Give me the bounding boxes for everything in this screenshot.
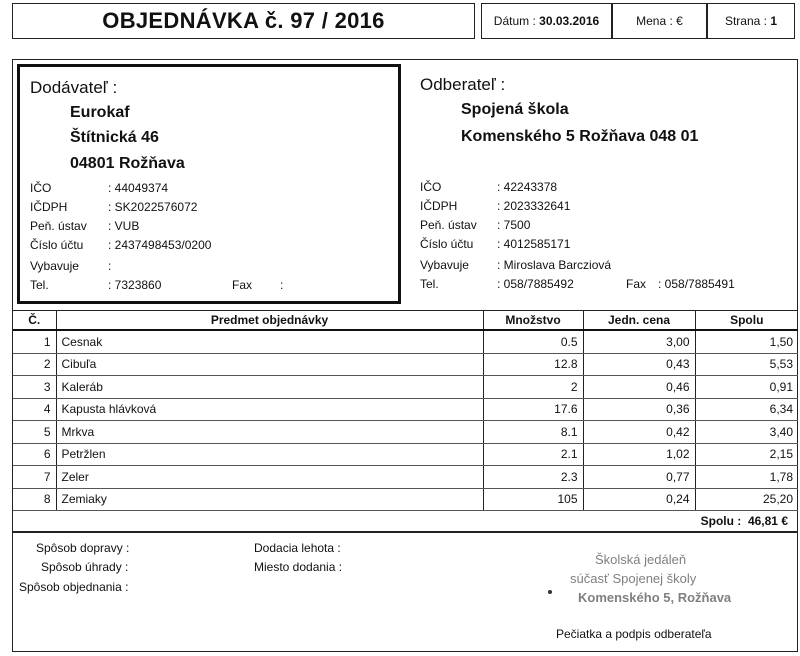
- customer-contact-value: : Miroslava Barcziová: [497, 258, 612, 272]
- row-total: 1,50: [695, 330, 798, 353]
- col-no: Č.: [13, 311, 56, 330]
- title-box: [12, 3, 475, 39]
- row-no: 1: [13, 330, 56, 353]
- customer-icdph-label: IČDPH: [420, 199, 458, 213]
- page-cell: [707, 3, 795, 39]
- col-qty: Množstvo: [483, 311, 583, 330]
- row-item: Kapusta hlávková: [56, 398, 483, 421]
- payment-label: Spôsob úhrady :: [41, 560, 129, 574]
- customer-bank-value: : 7500: [497, 218, 531, 232]
- items-table: [13, 311, 798, 511]
- stamp-line-3: Komenského 5, Rožňava: [578, 590, 732, 605]
- supplier-heading: Dodávateľ :: [30, 78, 118, 97]
- row-no: 5: [13, 421, 56, 444]
- table-row: [13, 488, 798, 511]
- supplier-icdph-label: IČDPH: [30, 200, 68, 214]
- stamp-line-2: súčasť Spojenej školy: [570, 571, 697, 586]
- row-no: 2: [13, 353, 56, 376]
- row-qty: 2: [483, 376, 583, 399]
- customer-account-label: Číslo účtu: [420, 237, 474, 251]
- order-method-label: Spôsob objednania :: [19, 580, 129, 594]
- table-row: [13, 466, 798, 489]
- row-item: Kaleráb: [56, 376, 483, 399]
- table-header-row: [13, 311, 798, 330]
- supplier-street: Štítnická 46: [70, 129, 159, 146]
- row-price: 3,00: [583, 330, 695, 353]
- date-label: Dátum :: [493, 14, 536, 28]
- row-total: 1,78: [695, 466, 798, 489]
- row-no: 4: [13, 398, 56, 421]
- row-item: Cesnak: [56, 330, 483, 353]
- customer-fax-label: Fax: [626, 277, 647, 291]
- row-qty: 17.6: [483, 398, 583, 421]
- row-price: 0,46: [583, 376, 695, 399]
- school-stamp: [540, 548, 770, 618]
- row-no: 6: [13, 443, 56, 466]
- supplier-tel-label: Tel.: [30, 278, 49, 292]
- customer-ico-value: : 42243378: [497, 180, 558, 194]
- customer-bank-label: Peň. ústav: [420, 218, 477, 232]
- date-cell: [481, 3, 612, 39]
- row-total: 6,34: [695, 398, 798, 421]
- customer-tel-label: Tel.: [420, 277, 439, 291]
- customer-heading: Odberateľ :: [420, 75, 506, 94]
- supplier-bank-value: : VUB: [108, 219, 140, 233]
- delivery-place-label: Miesto dodania :: [254, 560, 343, 574]
- row-item: Petržlen: [56, 443, 483, 466]
- table-row: [13, 443, 798, 466]
- supplier-contact-label: Vybavuje: [30, 259, 79, 273]
- row-no: 8: [13, 488, 56, 511]
- table-row: [13, 376, 798, 399]
- customer-ico-label: IČO: [420, 180, 442, 194]
- supplier-ico-value: : 44049374: [108, 181, 169, 195]
- row-total: 0,91: [695, 376, 798, 399]
- customer-fax-value: : 058/7885491: [658, 277, 735, 291]
- grand-total: Spolu : 46,81 €: [700, 514, 788, 528]
- row-qty: 8.1: [483, 421, 583, 444]
- supplier-icdph-value: : SK2022576072: [108, 200, 198, 214]
- signature-label: Pečiatka a podpis odberateľa: [556, 627, 712, 641]
- supplier-fax-value: :: [280, 278, 284, 292]
- customer-account-value: : 4012585171: [497, 237, 571, 251]
- supplier-box: [17, 64, 401, 304]
- row-no: 7: [13, 466, 56, 489]
- col-item: Predmet objednávky: [56, 311, 483, 330]
- col-price: Jedn. cena: [583, 311, 695, 330]
- customer-address: Komenského 5 Rožňava 048 01: [461, 128, 699, 145]
- row-qty: 2.1: [483, 443, 583, 466]
- supplier-bank-label: Peň. ústav: [30, 219, 87, 233]
- transport-label: Spôsob dopravy :: [36, 541, 130, 555]
- supplier-name: Eurokaf: [70, 104, 130, 121]
- row-price: 0,42: [583, 421, 695, 444]
- row-item: Mrkva: [56, 421, 483, 444]
- row-total: 25,20: [695, 488, 798, 511]
- currency-label: Mena : €: [636, 14, 683, 28]
- row-price: 0,36: [583, 398, 695, 421]
- row-price: 1,02: [583, 443, 695, 466]
- col-total: Spolu: [695, 311, 798, 330]
- page-label: Strana :: [724, 14, 767, 28]
- date-value: 30.03.2016: [539, 14, 600, 28]
- customer-tel-value: : 058/7885492: [497, 277, 574, 291]
- row-qty: 12.8: [483, 353, 583, 376]
- table-row: [13, 330, 798, 353]
- supplier-ico-label: IČO: [30, 181, 52, 195]
- customer-section: [410, 64, 795, 304]
- currency-cell: [612, 3, 707, 39]
- stamp-line-1: Školská jedáleň: [595, 552, 687, 567]
- row-item: Cibuľa: [56, 353, 483, 376]
- table-row: [13, 353, 798, 376]
- row-qty: 0.5: [483, 330, 583, 353]
- row-price: 0,24: [583, 488, 695, 511]
- row-price: 0,43: [583, 353, 695, 376]
- supplier-tel-value: : 7323860: [108, 278, 162, 292]
- stamp-dot: [548, 590, 552, 594]
- delivery-term-label: Dodacia lehota :: [254, 541, 341, 555]
- row-total: 2,15: [695, 443, 798, 466]
- supplier-account-label: Číslo účtu: [30, 238, 84, 252]
- document-title: OBJEDNÁVKA č. 97 / 2016: [102, 8, 385, 33]
- supplier-fax-label: Fax: [232, 278, 253, 292]
- row-total: 5,53: [695, 353, 798, 376]
- row-no: 3: [13, 376, 56, 399]
- customer-name: Spojená škola: [461, 101, 569, 118]
- row-price: 0,77: [583, 466, 695, 489]
- supplier-contact-value: :: [108, 259, 112, 273]
- table-row: [13, 421, 798, 444]
- row-qty: 105: [483, 488, 583, 511]
- page-value: 1: [770, 14, 778, 28]
- table-row: [13, 398, 798, 421]
- customer-contact-label: Vybavuje: [420, 258, 469, 272]
- row-qty: 2.3: [483, 466, 583, 489]
- supplier-account-value: : 2437498453/0200: [108, 238, 212, 252]
- supplier-city: 04801 Rožňava: [70, 155, 185, 172]
- customer-icdph-value: : 2023332641: [497, 199, 571, 213]
- row-item: Zeler: [56, 466, 483, 489]
- row-item: Zemiaky: [56, 488, 483, 511]
- row-total: 3,40: [695, 421, 798, 444]
